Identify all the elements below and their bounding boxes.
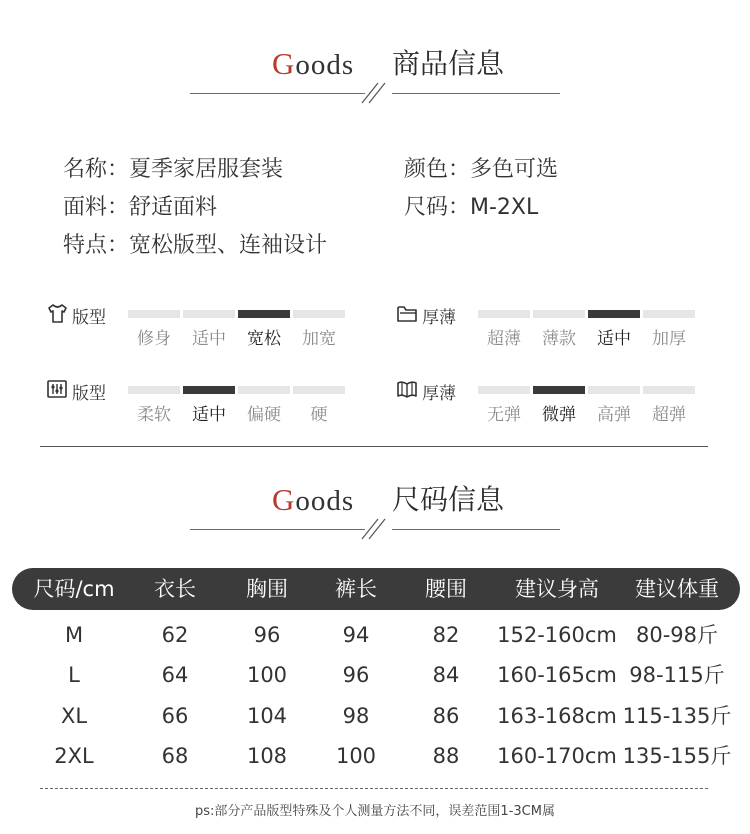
scale-option: 加厚 <box>652 329 686 349</box>
scale-option: 加宽 <box>302 329 336 349</box>
table-cell: 68 <box>161 744 189 768</box>
scale-segment <box>238 386 290 394</box>
table-cell: 160-170cm <box>497 744 617 768</box>
table-cell: 62 <box>161 623 189 647</box>
book-icon <box>396 378 418 400</box>
section-title: 商品信息 <box>392 47 505 80</box>
scale-option: 微弹 <box>542 405 576 425</box>
table-cell: 152-160cm <box>497 623 617 647</box>
table-header-cell: 建议身高 <box>515 577 599 601</box>
tshirt-icon <box>46 302 68 324</box>
table-cell: 98-115斤 <box>629 663 725 687</box>
scale-segment <box>643 386 695 394</box>
scale-segment <box>293 386 345 394</box>
attribute-scale <box>396 302 706 362</box>
scale-segment <box>183 310 235 318</box>
scale-segment <box>128 386 180 394</box>
table-cell: XL <box>60 704 88 728</box>
attribute-scale <box>46 302 356 362</box>
scale-segment <box>478 310 530 318</box>
scale-option: 适中 <box>192 405 226 425</box>
scale-option: 薄款 <box>542 329 576 349</box>
table-header-cell: 尺码/cm <box>33 577 115 601</box>
table-cell: 82 <box>432 623 460 647</box>
info-feature: 特点：宽松版型、连袖设计 <box>63 233 328 258</box>
size-table-header <box>12 568 740 610</box>
dashed-divider <box>40 788 708 789</box>
scale-label: 厚薄 <box>422 384 456 404</box>
table-cell: 100 <box>246 663 288 687</box>
scale-option: 超薄 <box>487 329 521 349</box>
scale-option: 无弹 <box>487 405 521 425</box>
scale-segment <box>533 310 585 318</box>
sliders-icon <box>46 378 68 400</box>
scale-option: 宽松 <box>247 329 281 349</box>
scale-option: 柔软 <box>137 405 171 425</box>
scale-option: 硬 <box>310 405 328 425</box>
table-cell: 163-168cm <box>497 704 617 728</box>
footnote: ps:部分产品版型特殊及个人测量方法不同，误差范围1-3CM属 <box>195 804 555 819</box>
info-size: 尺码：M-2XL <box>404 195 539 220</box>
table-cell: 2XL <box>54 744 94 768</box>
table-cell: 88 <box>432 744 460 768</box>
table-cell: 160-165cm <box>497 663 617 687</box>
scale-segment-selected <box>183 386 235 394</box>
attribute-scale <box>46 378 356 438</box>
section-header-size-info <box>0 474 750 554</box>
divider-right <box>392 93 560 94</box>
double-slash-icon <box>358 517 388 541</box>
scale-segment <box>293 310 345 318</box>
table-cell: 86 <box>432 704 460 728</box>
scale-label: 版型 <box>72 308 106 328</box>
goods-wordmark: Goods <box>272 482 355 517</box>
table-cell: L <box>68 663 80 687</box>
divider-left <box>190 93 365 94</box>
table-cell: 96 <box>342 663 370 687</box>
info-fabric: 面料：舒适面料 <box>63 195 218 220</box>
divider-right <box>392 529 560 530</box>
table-cell: 94 <box>342 623 370 647</box>
scale-option: 修身 <box>137 329 171 349</box>
info-name: 名称：夏季家居服套装 <box>63 157 284 182</box>
table-cell: 108 <box>246 744 288 768</box>
scale-option: 偏硬 <box>247 405 281 425</box>
table-cell: 115-135斤 <box>622 704 732 728</box>
scale-option: 适中 <box>192 329 226 349</box>
table-cell: 66 <box>161 704 189 728</box>
scale-option: 高弹 <box>597 405 631 425</box>
table-header-cell: 裤长 <box>335 577 377 601</box>
scale-segment-selected <box>588 310 640 318</box>
section-title: 尺码信息 <box>392 483 505 516</box>
table-cell: 135-155斤 <box>622 744 732 768</box>
scale-label: 版型 <box>72 384 106 404</box>
table-header-cell: 胸围 <box>246 577 288 601</box>
section-header-product-info <box>0 38 750 118</box>
table-header-cell: 建议体重 <box>635 577 719 601</box>
folder-icon <box>396 302 418 324</box>
scale-segment-selected <box>238 310 290 318</box>
table-cell: 100 <box>335 744 377 768</box>
table-cell: 84 <box>432 663 460 687</box>
table-cell: 96 <box>253 623 281 647</box>
scale-option: 适中 <box>597 329 631 349</box>
table-cell: 98 <box>342 704 370 728</box>
scale-segment <box>478 386 530 394</box>
attribute-scale <box>396 378 706 438</box>
section-divider <box>40 446 708 447</box>
divider-left <box>190 529 365 530</box>
goods-wordmark: Goods <box>272 46 355 81</box>
scale-segment <box>643 310 695 318</box>
scale-segment <box>128 310 180 318</box>
scale-label: 厚薄 <box>422 308 456 328</box>
table-cell: 104 <box>246 704 288 728</box>
double-slash-icon <box>358 81 388 105</box>
scale-segment-selected <box>533 386 585 394</box>
table-cell: 64 <box>161 663 189 687</box>
table-cell: M <box>64 623 84 647</box>
table-header-cell: 腰围 <box>425 577 467 601</box>
table-header-cell: 衣长 <box>154 577 196 601</box>
scale-option: 超弹 <box>652 405 686 425</box>
info-color: 颜色：多色可选 <box>404 157 559 182</box>
table-cell: 80-98斤 <box>635 623 719 647</box>
scale-segment <box>588 386 640 394</box>
